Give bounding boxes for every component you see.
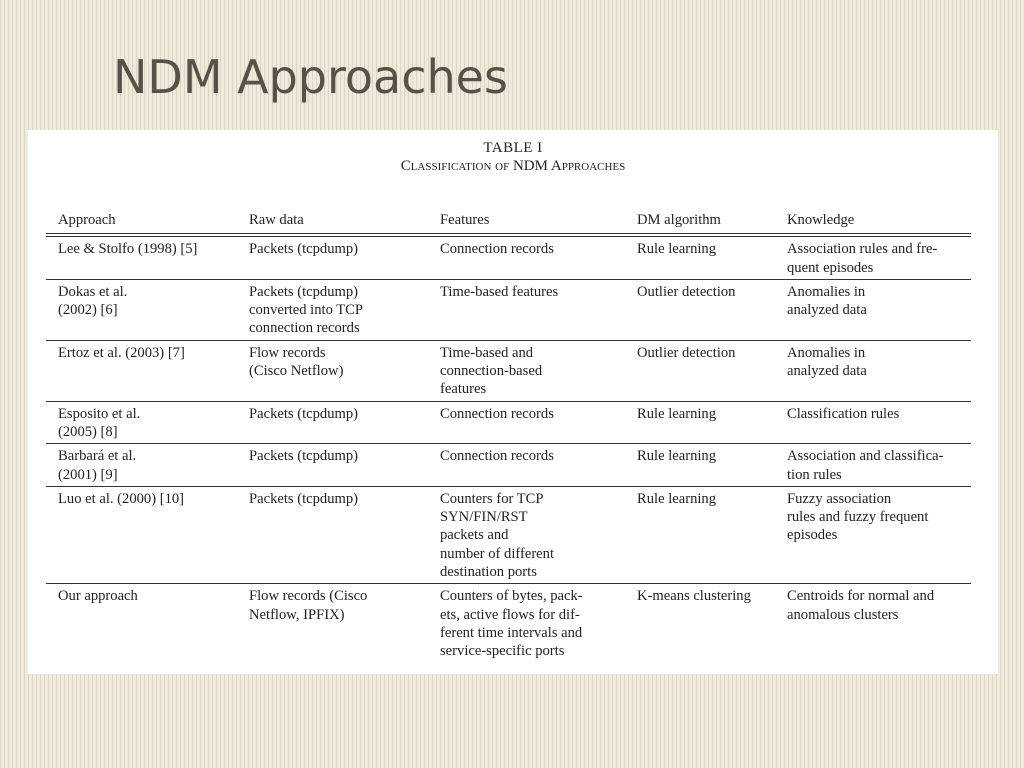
cell-dm-algorithm <box>625 401 775 444</box>
cell-text-line: Packets (tcpdump) <box>249 283 359 300</box>
cell-text-line: converted into TCP <box>249 302 364 319</box>
header-raw-data: Raw data <box>237 209 428 235</box>
cell-dm-algorithm <box>625 235 775 279</box>
cell-features <box>428 584 625 663</box>
cell-text-line: features <box>440 381 487 398</box>
cell-features <box>428 279 625 340</box>
cell-text-line: Rule learning <box>637 448 717 465</box>
cell-text-line: Packets (tcpdump) <box>249 448 359 465</box>
cell-approach <box>46 486 237 583</box>
cell-text-line: analyzed data <box>787 302 867 319</box>
cell-text-line: Classification rules <box>787 405 900 422</box>
table-row <box>46 486 971 583</box>
cell-text-line: Counters for TCP <box>440 490 544 507</box>
cell-text-line: (2001) [9] <box>58 466 118 483</box>
cell-raw-data <box>237 340 428 401</box>
cell-dm-algorithm <box>625 486 775 583</box>
cell-text-line: Rule learning <box>637 241 717 258</box>
header-knowledge: Knowledge <box>775 209 971 235</box>
cell-raw-data <box>237 486 428 583</box>
table-row <box>46 584 971 663</box>
cell-raw-data <box>237 279 428 340</box>
table-number: TABLE I <box>483 140 543 156</box>
table-row <box>46 235 971 279</box>
cell-text-line: K-means clustering <box>637 588 751 605</box>
cell-text-line: anomalous clusters <box>787 606 899 623</box>
table-header-row <box>46 209 971 235</box>
cell-knowledge <box>775 340 971 401</box>
cell-approach <box>46 279 237 340</box>
cell-features <box>428 444 625 487</box>
cell-text-line: Association rules and fre- <box>787 241 938 258</box>
table-row <box>46 340 971 401</box>
header-dm-algorithm: DM algorithm <box>625 209 775 235</box>
cell-text-line: Connection records <box>440 405 554 422</box>
cell-text-line: analyzed data <box>787 363 867 380</box>
cell-text-line: Packets (tcpdump) <box>249 405 359 422</box>
cell-text-line: Dokas et al. <box>58 283 128 300</box>
table-row <box>46 401 971 444</box>
cell-text-line: rules and fuzzy frequent <box>787 509 929 526</box>
cell-dm-algorithm <box>625 279 775 340</box>
cell-dm-algorithm <box>625 444 775 487</box>
cell-knowledge <box>775 279 971 340</box>
cell-raw-data <box>237 584 428 663</box>
cell-knowledge <box>775 444 971 487</box>
cell-text-line: packets and <box>440 527 509 544</box>
cell-text-line: Rule learning <box>637 405 717 422</box>
cell-text-line: Packets (tcpdump) <box>249 241 359 258</box>
cell-knowledge <box>775 401 971 444</box>
cell-text-line: Anomalies in <box>787 283 866 300</box>
cell-raw-data <box>237 444 428 487</box>
cell-text-line: Time-based features <box>440 283 559 300</box>
cell-text-line: Connection records <box>440 241 554 258</box>
cell-text-line: Connection records <box>440 448 554 465</box>
table-row <box>46 279 971 340</box>
cell-text-line: Packets (tcpdump) <box>249 490 359 507</box>
header-approach: Approach <box>46 209 237 235</box>
cell-text-line: Our approach <box>58 588 138 605</box>
cell-text-line: Outlier detection <box>637 283 736 300</box>
cell-text-line: (2002) [6] <box>58 302 118 319</box>
cell-approach <box>46 444 237 487</box>
cell-knowledge <box>775 486 971 583</box>
cell-knowledge <box>775 235 971 279</box>
cell-text-line: SYN/FIN/RST <box>440 509 528 526</box>
cell-text-line: Association and classifica- <box>787 448 944 465</box>
cell-text-line: service-specific ports <box>440 643 565 660</box>
cell-features <box>428 235 625 279</box>
table-caption: Classification of NDM Approaches <box>400 158 626 174</box>
cell-features <box>428 401 625 444</box>
cell-text-line: Flow records <box>249 344 326 361</box>
cell-text-line: (2005) [8] <box>58 423 118 440</box>
cell-approach <box>46 584 237 663</box>
cell-text-line: tion rules <box>787 466 842 483</box>
cell-approach <box>46 340 237 401</box>
cell-text-line: Flow records (Cisco <box>249 588 368 605</box>
cell-text-line: Rule learning <box>637 490 717 507</box>
cell-text-line: Ertoz et al. (2003) [7] <box>58 344 185 361</box>
header-features: Features <box>428 209 625 235</box>
cell-text-line: Fuzzy association <box>787 490 892 507</box>
cell-text-line: Outlier detection <box>637 344 736 361</box>
cell-dm-algorithm <box>625 340 775 401</box>
table-figure <box>28 130 998 674</box>
cell-text-line: Anomalies in <box>787 344 866 361</box>
cell-text-line: ets, active flows for dif- <box>440 606 580 623</box>
cell-approach <box>46 235 237 279</box>
cell-text-line: Barbará et al. <box>58 448 137 465</box>
ndm-approaches-table <box>46 209 971 663</box>
cell-knowledge <box>775 584 971 663</box>
cell-text-line: Netflow, IPFIX) <box>249 606 345 623</box>
cell-text-line: Centroids for normal and <box>787 588 935 605</box>
cell-text-line: destination ports <box>440 564 537 581</box>
cell-text-line: Luo et al. (2000) [10] <box>58 490 185 507</box>
slide-title: NDM Approaches <box>113 50 508 104</box>
cell-approach <box>46 401 237 444</box>
cell-text-line: number of different <box>440 545 555 562</box>
cell-text-line: Lee & Stolfo (1998) [5] <box>58 241 198 258</box>
cell-dm-algorithm <box>625 584 775 663</box>
cell-features <box>428 486 625 583</box>
cell-text-line: Esposito et al. <box>58 405 141 422</box>
cell-text-line: connection records <box>249 320 360 337</box>
cell-text-line: connection-based <box>440 363 543 380</box>
cell-text-line: Time-based and <box>440 344 534 361</box>
table-body <box>46 235 971 662</box>
cell-text-line: (Cisco Netflow) <box>249 363 344 380</box>
cell-features <box>428 340 625 401</box>
table-row <box>46 444 971 487</box>
cell-raw-data <box>237 401 428 444</box>
cell-text-line: episodes <box>787 527 838 544</box>
cell-text-line: Counters of bytes, pack- <box>440 588 583 605</box>
cell-text-line: quent episodes <box>787 259 874 276</box>
cell-raw-data <box>237 235 428 279</box>
cell-text-line: ferent time intervals and <box>440 624 583 641</box>
